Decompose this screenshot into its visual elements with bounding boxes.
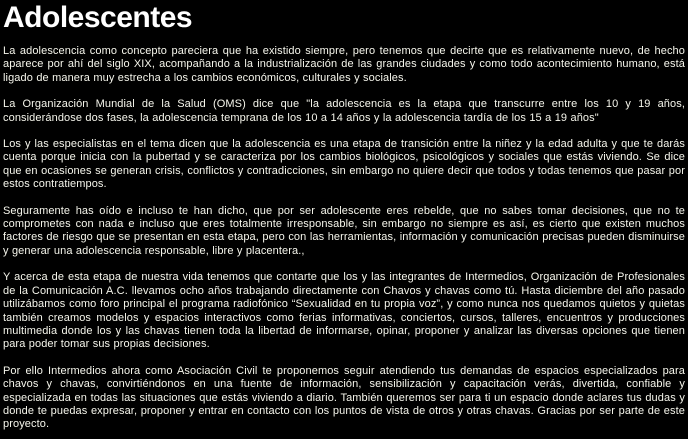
paragraph-stereotypes: Seguramente has oído e incluso te han dicho, que por ser adolescente eres rebelde, que no sabes tomar decisiones, que no te comprometes con nada e incluso que eres totalmente irresponsable, sin embargo no siempre es así, es cierto que existen muchos factores de riesgo que se presentan en esta etapa, pero con las herramientas, información y comunicación precisas pueden disminuirse y generar una adolescencia responsable, libre y placentera., — [3, 204, 685, 257]
paragraph-intermedios-mission: Por ello Intermedios ahora como Asociación Civil te proponemos seguir atendiendo tus demandas de espacios especializados para chavos y chavas, convirtiéndonos en una fuente de información, sensibilización y capacitación verás, divertida, confiable y especializada en todas las situaciones que estás viviendo a diario. También queremos ser para ti un espacio donde aclares tus dudas y donde te puedas expresar, proponer y entrar en contacto con los puntos de vista de otros y otras chavas. Gracias por ser parte de este proyecto. — [3, 364, 685, 431]
paragraph-oms-definition: La Organización Mundial de la Salud (OMS) dice que "la adolescencia es la etapa que transcurre entre los 10 y 19 años, considerándose dos fases, la adolescencia temprana de los 10 a 14 años y la adolescencia tardía de los 15 a 19 años" — [3, 98, 685, 124]
paragraph-specialists: Los y las especialistas en el tema dicen que la adolescencia es una etapa de transición entre la niñez y la edad adulta y que te darás cuenta porque inicia con la pubertad y se caracteriza por los cambios biológicos, psicológicos y sociales que estás viviendo. Se dice que en ocasiones se generan crisis, conflictos y contradicciones, sin embargo no quiere decir que todos y todas tenemos que pasar por estos contratiempos. — [3, 138, 685, 191]
paragraph-intro-concept: La adolescencia como concepto pareciera que ha existido siempre, pero tenemos que decirte que es relativamente nuevo, de hecho aparece por ahí del siglo XIX, acompañando a la industrialización de las grandes ciudades y como todo acontecimiento humano, está ligado de manera muy estrecha a los cambios económicos, culturales y sociales. — [3, 45, 685, 84]
paragraph-intermedios-history: Y acerca de esta etapa de nuestra vida tenemos que contarte que los y las integrantes de Intermedios, Organización de Profesionales de la Comunicación A.C. llevamos ocho años trabajando directamente con Chavos y chavas como tú. Hasta diciembre del año pasado utilizábamos como foro principal el programa radiofónico “Sexualidad en tu propia voz”, y como nunca nos quedamos quietos y quietas también creamos modelos y espacios interactivos como ferias informativas, conciertos, cursos, talleres, encuentros y producciones multimedia donde los y las chavas tienen toda la libertad de informarse, opinar, proponer y analizar las diversas opciones que tienen para poder tomar sus propias decisiones. — [3, 271, 685, 351]
page-title: Adolescentes — [3, 1, 193, 34]
